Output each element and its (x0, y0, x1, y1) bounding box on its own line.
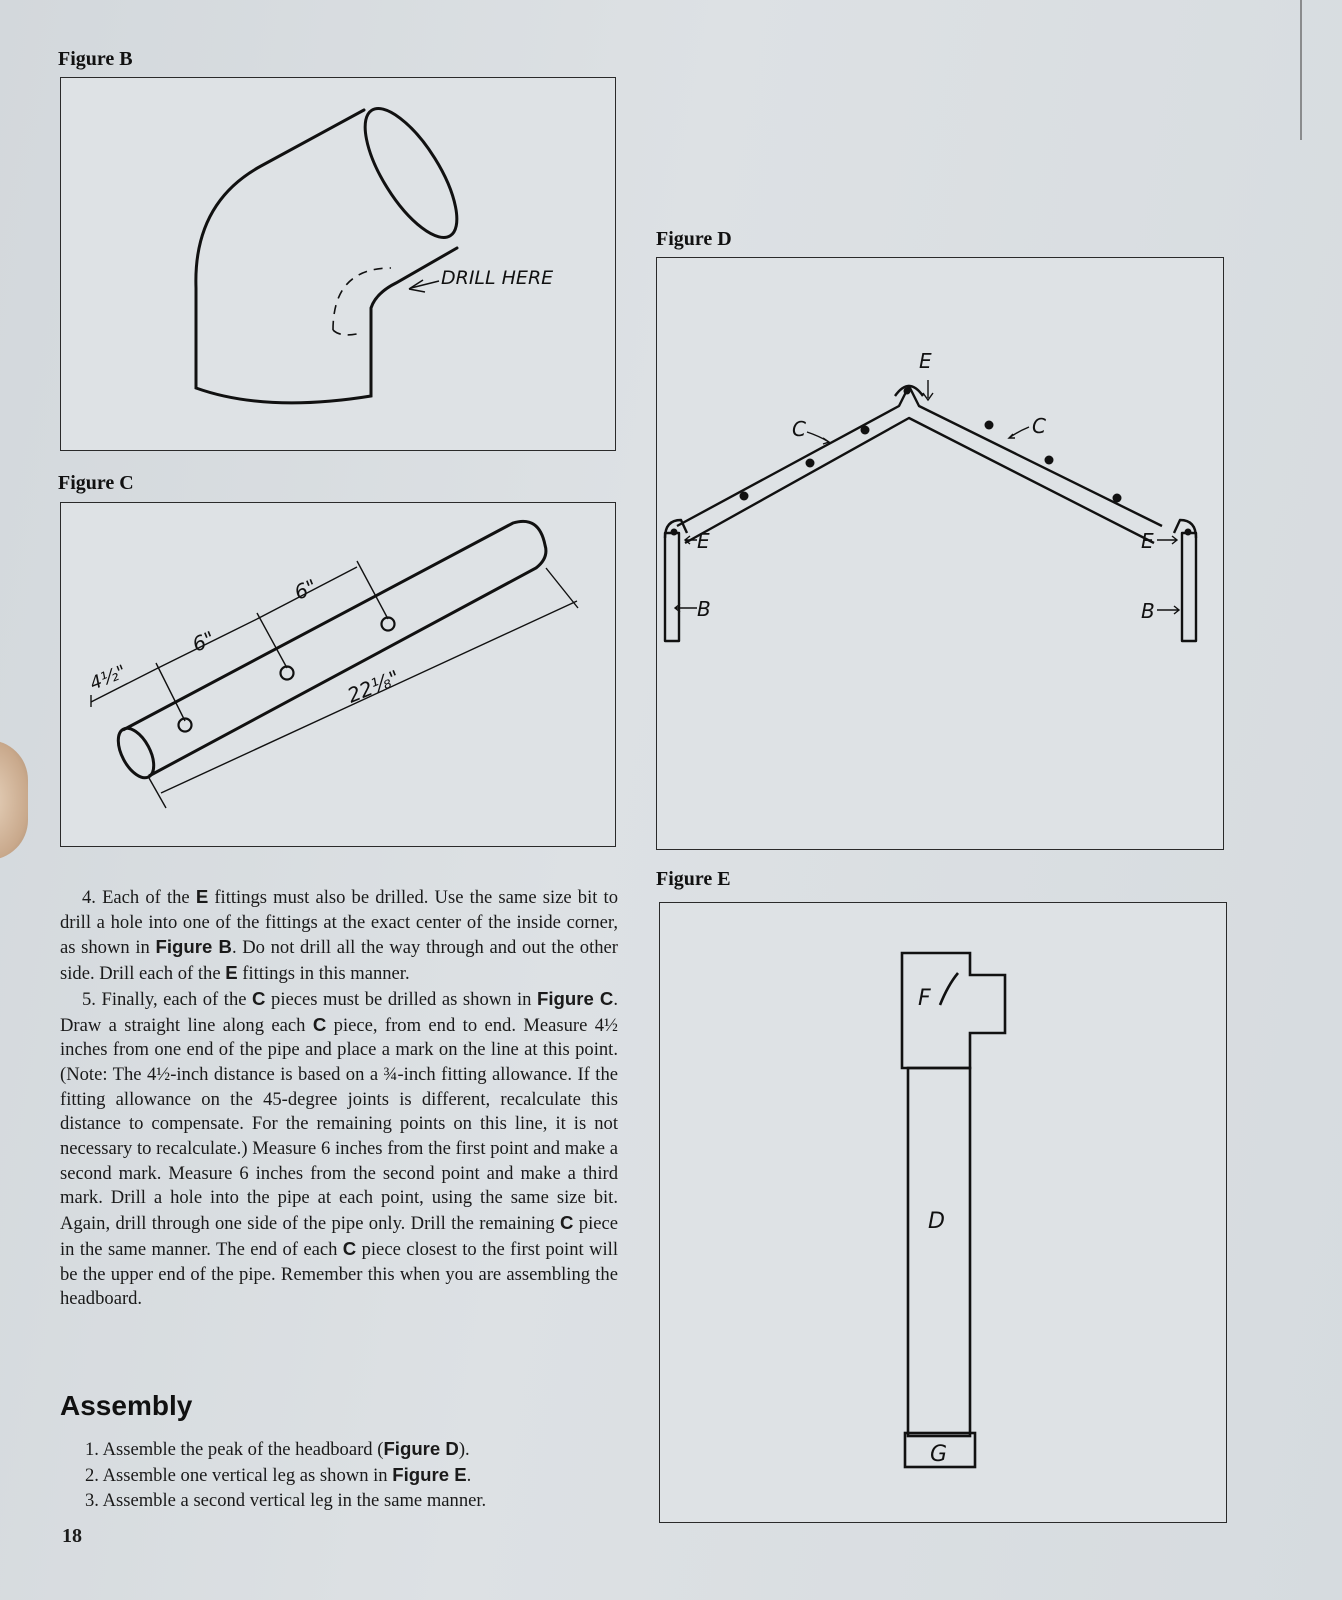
page-fold-line (1300, 0, 1302, 140)
figure-d-box (656, 257, 1224, 850)
bold-reference: Figure B (155, 936, 232, 958)
bold-reference: C (312, 1013, 327, 1035)
instructions-text (60, 885, 618, 1312)
figure-b-elbow-drawing (61, 78, 617, 452)
step-4-paragraph: 4. Each of the E fittings must also be drilled. Use the same size bit to drill a hole into one of the fittings at the exact center of the inside corner, as shown in Figure B. Do not drill all the way through and out the other side. Drill each of the E fittings in this manner. (60, 886, 618, 985)
figure-c-pipe-drawing (61, 503, 617, 848)
assembly-step: 3. Assemble a second vertical leg in the same manner. (85, 1490, 487, 1511)
figure-e-leg-drawing (660, 903, 1228, 1524)
bold-reference: E (195, 886, 209, 907)
figure-d-peak-drawing (657, 258, 1225, 851)
label-f-tee: F (918, 986, 931, 1011)
figure-c-label: Figure C (58, 472, 134, 494)
figure-e-label: Figure E (656, 868, 731, 890)
bold-reference: Figure C (537, 987, 614, 1009)
assembly-steps-list (85, 1436, 605, 1513)
figure-b-label: Figure B (58, 48, 133, 70)
label-g-cap: G (930, 1442, 948, 1467)
assembly-heading: Assembly (60, 1390, 193, 1421)
label-c-right: C (1032, 414, 1046, 438)
thumb-holding-page (0, 740, 28, 860)
label-e-left: E (697, 529, 710, 553)
assembly-step: 2. Assemble one vertical leg as shown in Figure E. (85, 1464, 472, 1486)
bold-reference: Figure D (383, 1438, 459, 1459)
bold-reference: C (342, 1237, 357, 1259)
figure-d-label: Figure D (656, 228, 732, 250)
page-number: 18 (62, 1525, 82, 1547)
dim-second-point: 6" (188, 626, 219, 657)
bold-reference: C (559, 1212, 574, 1234)
label-b-left: B (697, 597, 711, 621)
figure-e-box (659, 902, 1227, 1523)
label-d-pipe: D (928, 1209, 945, 1234)
figure-b-box (60, 77, 616, 451)
bold-reference: E (225, 962, 238, 984)
drill-here-annotation: DRILL HERE (441, 267, 554, 289)
label-c-left: C (792, 417, 806, 441)
label-b-right: B (1141, 599, 1155, 623)
label-e-right: E (1141, 529, 1154, 553)
bold-reference: Figure E (392, 1464, 467, 1485)
assembly-step: 1. Assemble the peak of the headboard (Figure D). (85, 1438, 470, 1460)
step-5-paragraph: 5. Finally, each of the C pieces must be drilled as shown in Figure C. Draw a straight line along each C piece, from end to end. Measure 4½ inches from one end of the pipe and place a mark on the line at this point. (Note: The 4½-inch distance is based on a ¾-inch fitting allowance. If the fitting allowance on the 45-degree joints is different, recalculate this distance to compensate. For the remaining points on this line, it is not necessary to recalculate.) Measure 6 inches from the first point and make a second mark. Measure 6 inches from the second point and make a third mark. Drill a hole into the pipe at each point, using the same size bit. Again, drill through one side of the pipe only. Drill the remaining C piece in the same manner. The end of each C piece closest to the first point will be the upper end of the pipe. Remember this when you are assembling the headboard. (60, 987, 618, 1310)
bold-reference: C (252, 987, 266, 1009)
dim-total-length: 22⅛" (343, 665, 403, 708)
figure-c-box (60, 502, 616, 847)
label-e-peak: E (919, 349, 932, 373)
dim-third-point: 6" (290, 574, 321, 605)
dim-first-point: 4½" (87, 661, 130, 695)
